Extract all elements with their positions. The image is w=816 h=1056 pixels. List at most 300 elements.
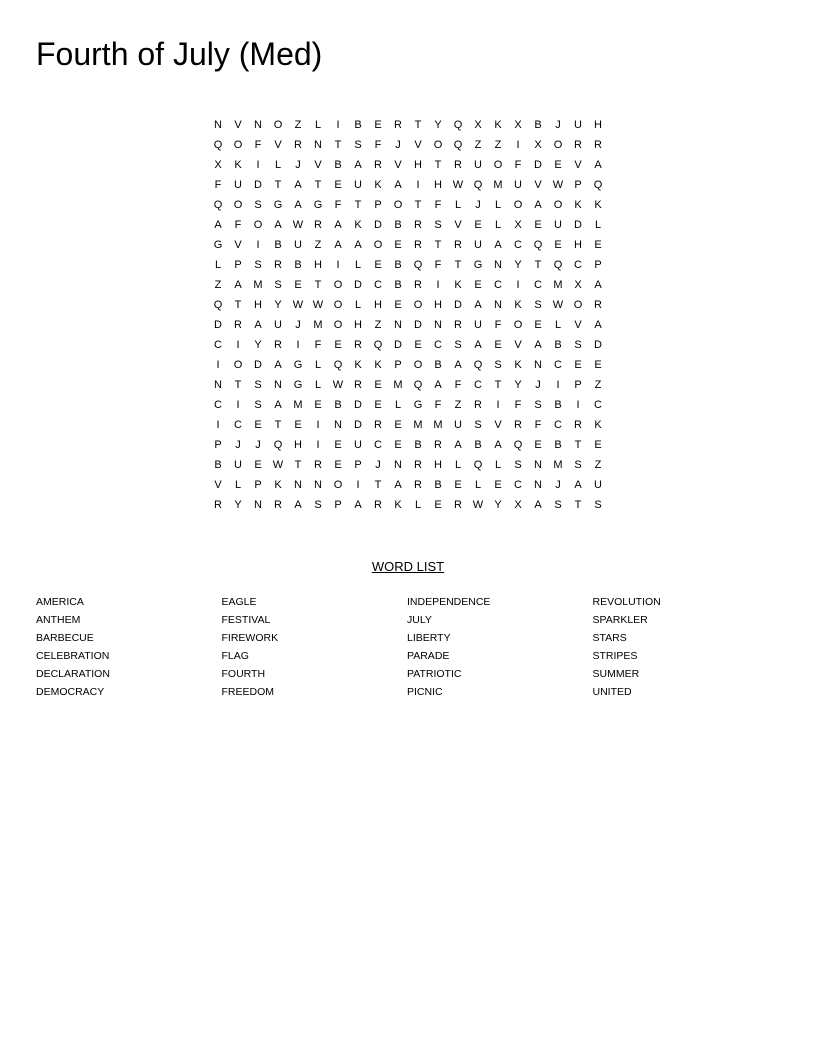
grid-letter: Q xyxy=(453,119,463,131)
grid-letter: N xyxy=(214,379,222,391)
grid-letter: J xyxy=(555,479,561,491)
grid-letter: I xyxy=(256,239,260,251)
grid-letter: M xyxy=(553,459,563,471)
grid-letter: R xyxy=(474,399,482,411)
word-list-item: UNITED xyxy=(592,686,632,698)
grid-letter: I xyxy=(236,339,240,351)
grid-letter: A xyxy=(574,479,582,491)
grid-letter: A xyxy=(354,159,362,171)
grid-letter: T xyxy=(234,299,242,311)
grid-letter: D xyxy=(254,359,262,371)
grid-letter: C xyxy=(554,359,562,371)
grid-letter: I xyxy=(316,419,320,431)
grid-letter: B xyxy=(554,439,562,451)
grid-letter: Z xyxy=(594,379,602,391)
grid-letter: C xyxy=(514,239,522,251)
grid-letter: B xyxy=(434,479,442,491)
grid-letter: S xyxy=(454,339,462,351)
grid-letter: X xyxy=(214,159,222,171)
grid-letter: T xyxy=(374,479,382,491)
grid-letter: Q xyxy=(473,459,483,471)
grid-letter: A xyxy=(294,179,302,191)
word-list-item: EAGLE xyxy=(221,596,257,608)
grid-letter: R xyxy=(414,279,422,291)
grid-letter: Q xyxy=(453,139,463,151)
grid-letter: Q xyxy=(413,259,423,271)
grid-letter: T xyxy=(294,459,302,471)
grid-letter: S xyxy=(254,259,262,271)
grid-row xyxy=(208,315,608,335)
grid-letter: S xyxy=(434,219,442,231)
grid-letter: M xyxy=(393,379,403,391)
grid-letter: R xyxy=(294,139,302,151)
grid-letter: Z xyxy=(294,119,302,131)
word-list-item: FREEDOM xyxy=(221,686,274,698)
word-list-item: REVOLUTION xyxy=(592,596,661,608)
grid-letter: B xyxy=(334,159,342,171)
grid-letter: A xyxy=(474,299,482,311)
grid-letter: L xyxy=(414,499,422,511)
grid-letter: I xyxy=(216,359,220,371)
grid-letter: C xyxy=(474,379,482,391)
grid-letter: E xyxy=(574,359,582,371)
grid-letter: N xyxy=(274,379,282,391)
word-list-item: STRIPES xyxy=(592,650,638,662)
grid-letter: N xyxy=(494,299,502,311)
grid-letter: D xyxy=(394,339,402,351)
grid-letter: G xyxy=(273,199,283,211)
word-list-item: STARS xyxy=(592,632,627,644)
grid-letter: V xyxy=(534,179,542,191)
grid-letter: U xyxy=(454,419,462,431)
grid-letter: R xyxy=(354,379,362,391)
grid-letter: S xyxy=(574,459,582,471)
grid-letter: S xyxy=(534,299,542,311)
grid-letter: A xyxy=(354,499,362,511)
grid-letter: S xyxy=(494,359,502,371)
grid-letter: M xyxy=(253,279,263,291)
grid-letter: E xyxy=(334,459,342,471)
grid-letter: O xyxy=(373,239,383,251)
grid-letter: Y xyxy=(514,259,522,271)
grid-letter: N xyxy=(314,139,322,151)
word-list-item: DEMOCRACY xyxy=(36,686,105,698)
grid-letter: R xyxy=(314,219,322,231)
grid-letter: W xyxy=(272,459,284,471)
grid-letter: Z xyxy=(594,459,602,471)
grid-letter: L xyxy=(234,479,242,491)
grid-letter: A xyxy=(274,219,282,231)
grid-letter: S xyxy=(254,399,262,411)
grid-letter: Z xyxy=(454,399,462,411)
grid-letter: K xyxy=(394,499,402,511)
grid-letter: G xyxy=(213,239,223,251)
grid-letter: E xyxy=(394,419,402,431)
grid-letter: C xyxy=(234,419,242,431)
grid-letter: A xyxy=(234,279,242,291)
grid-letter: S xyxy=(254,199,262,211)
grid-row xyxy=(208,295,608,315)
grid-letter: O xyxy=(273,119,283,131)
grid-letter: X xyxy=(514,219,522,231)
grid-letter: L xyxy=(274,159,282,171)
grid-letter: R xyxy=(574,419,582,431)
grid-letter: T xyxy=(274,179,282,191)
grid-letter: O xyxy=(553,199,563,211)
grid-row xyxy=(208,415,608,435)
grid-row xyxy=(208,155,608,175)
grid-letter: L xyxy=(494,199,502,211)
grid-letter: Q xyxy=(533,239,543,251)
grid-letter: L xyxy=(354,259,362,271)
grid-letter: H xyxy=(434,299,442,311)
grid-letter: S xyxy=(274,279,282,291)
grid-letter: U xyxy=(294,239,302,251)
grid-letter: O xyxy=(233,199,243,211)
grid-letter: Q xyxy=(473,359,483,371)
grid-letter: L xyxy=(314,379,322,391)
word-list-column xyxy=(407,593,593,701)
grid-letter: A xyxy=(354,239,362,251)
grid-letter: T xyxy=(574,439,582,451)
grid-letter: F xyxy=(494,319,502,331)
grid-letter: Y xyxy=(234,499,242,511)
grid-letter: V xyxy=(234,239,242,251)
grid-letter: C xyxy=(494,279,502,291)
word-list-item: FLAG xyxy=(221,650,249,662)
grid-letter: N xyxy=(334,419,342,431)
grid-letter: L xyxy=(314,119,322,131)
grid-letter: R xyxy=(594,139,602,151)
grid-letter: D xyxy=(214,319,222,331)
grid-letter: E xyxy=(474,219,482,231)
grid-letter: I xyxy=(336,259,340,271)
grid-letter: E xyxy=(334,179,342,191)
grid-letter: F xyxy=(214,179,222,191)
grid-letter: C xyxy=(574,259,582,271)
grid-letter: T xyxy=(234,379,242,391)
grid-letter: N xyxy=(534,479,542,491)
grid-letter: B xyxy=(334,399,342,411)
grid-letter: N xyxy=(534,459,542,471)
grid-letter: P xyxy=(254,479,262,491)
grid-letter: Z xyxy=(374,319,382,331)
grid-letter: R xyxy=(594,299,602,311)
grid-letter: A xyxy=(594,159,602,171)
grid-letter: E xyxy=(414,339,422,351)
grid-letter: A xyxy=(334,239,342,251)
grid-letter: A xyxy=(534,499,542,511)
grid-row xyxy=(208,395,608,415)
grid-letter: U xyxy=(354,179,362,191)
word-list-item: AMERICA xyxy=(36,596,84,608)
grid-letter: K xyxy=(354,359,362,371)
grid-letter: T xyxy=(314,279,322,291)
grid-letter: E xyxy=(374,119,382,131)
grid-letter: E xyxy=(554,239,562,251)
grid-letter: L xyxy=(494,459,502,471)
word-list-item: FOURTH xyxy=(221,668,266,680)
grid-letter: W xyxy=(312,299,324,311)
grid-letter: T xyxy=(414,119,422,131)
grid-letter: U xyxy=(354,439,362,451)
grid-letter: B xyxy=(214,459,222,471)
grid-row xyxy=(208,475,608,495)
grid-letter: O xyxy=(393,199,403,211)
grid-letter: Q xyxy=(213,139,223,151)
grid-letter: R xyxy=(274,339,282,351)
word-list-item: SUMMER xyxy=(592,668,640,680)
grid-letter: B xyxy=(394,279,402,291)
grid-letter: E xyxy=(494,339,502,351)
grid-letter: A xyxy=(274,359,282,371)
word-list-column xyxy=(36,593,222,701)
grid-letter: H xyxy=(314,259,322,271)
grid-letter: O xyxy=(513,199,523,211)
grid-letter: N xyxy=(214,119,222,131)
grid-letter: L xyxy=(494,219,502,231)
letter-grid xyxy=(208,115,608,515)
grid-letter: E xyxy=(534,219,542,231)
grid-letter: O xyxy=(253,219,263,231)
grid-letter: G xyxy=(473,259,483,271)
grid-letter: S xyxy=(354,139,362,151)
grid-letter: B xyxy=(394,219,402,231)
grid-letter: V xyxy=(274,139,282,151)
grid-letter: X xyxy=(514,119,522,131)
grid-letter: Q xyxy=(513,439,523,451)
grid-letter: P xyxy=(214,439,222,451)
grid-letter: U xyxy=(594,479,602,491)
grid-letter: E xyxy=(294,419,302,431)
grid-letter: R xyxy=(374,419,382,431)
grid-letter: P xyxy=(234,259,242,271)
grid-letter: S xyxy=(594,499,602,511)
word-list-item: PARADE xyxy=(407,650,450,662)
grid-row xyxy=(208,495,608,515)
grid-letter: K xyxy=(514,299,522,311)
grid-letter: Q xyxy=(213,299,223,311)
grid-letter: O xyxy=(233,139,243,151)
word-list-item: INDEPENDENCE xyxy=(407,596,491,608)
grid-letter: G xyxy=(413,399,423,411)
grid-letter: Y xyxy=(434,119,442,131)
word-list-item: FIREWORK xyxy=(221,632,279,644)
grid-letter: E xyxy=(294,279,302,291)
grid-letter: C xyxy=(594,399,602,411)
grid-letter: Q xyxy=(273,439,283,451)
grid-letter: O xyxy=(333,479,343,491)
grid-letter: E xyxy=(534,319,542,331)
word-list-heading: WORD LIST xyxy=(371,559,445,574)
grid-letter: R xyxy=(414,479,422,491)
grid-letter: U xyxy=(574,119,582,131)
grid-letter: L xyxy=(594,219,602,231)
grid-letter: V xyxy=(494,419,502,431)
grid-letter: F xyxy=(434,259,442,271)
grid-letter: J xyxy=(295,159,301,171)
grid-letter: J xyxy=(395,139,401,151)
grid-letter: G xyxy=(293,359,303,371)
grid-letter: Q xyxy=(213,199,223,211)
grid-letter: R xyxy=(454,159,462,171)
grid-letter: I xyxy=(516,279,520,291)
grid-letter: L xyxy=(314,359,322,371)
grid-letter: E xyxy=(494,479,502,491)
grid-letter: H xyxy=(574,239,582,251)
grid-letter: R xyxy=(274,259,282,271)
grid-letter: E xyxy=(254,419,262,431)
grid-letter: T xyxy=(354,199,362,211)
grid-letter: H xyxy=(354,319,362,331)
grid-letter: A xyxy=(494,239,502,251)
grid-letter: X xyxy=(514,499,522,511)
grid-letter: R xyxy=(374,159,382,171)
grid-letter: F xyxy=(434,399,442,411)
grid-letter: D xyxy=(534,159,542,171)
grid-letter: H xyxy=(434,459,442,471)
grid-letter: R xyxy=(414,219,422,231)
grid-letter: K xyxy=(234,159,242,171)
grid-row xyxy=(208,135,608,155)
grid-letter: K xyxy=(594,199,602,211)
grid-letter: T xyxy=(454,259,462,271)
grid-letter: B xyxy=(474,439,482,451)
grid-letter: Z xyxy=(314,239,322,251)
grid-letter: X xyxy=(474,119,482,131)
grid-letter: T xyxy=(434,159,442,171)
grid-letter: C xyxy=(374,279,382,291)
grid-letter: A xyxy=(214,219,222,231)
grid-letter: R xyxy=(574,139,582,151)
grid-letter: U xyxy=(514,179,522,191)
grid-letter: N xyxy=(294,479,302,491)
grid-letter: D xyxy=(574,219,582,231)
grid-letter: N xyxy=(314,479,322,491)
grid-letter: Q xyxy=(473,179,483,191)
grid-letter: A xyxy=(254,319,262,331)
grid-letter: F xyxy=(454,379,462,391)
grid-letter: E xyxy=(374,379,382,391)
grid-letter: X xyxy=(574,279,582,291)
grid-letter: P xyxy=(574,379,582,391)
grid-letter: R xyxy=(274,499,282,511)
grid-letter: E xyxy=(334,339,342,351)
grid-letter: W xyxy=(472,499,484,511)
grid-row xyxy=(208,175,608,195)
grid-letter: U xyxy=(474,239,482,251)
grid-letter: E xyxy=(594,439,602,451)
grid-letter: C xyxy=(434,339,442,351)
word-list-item: PATRIOTIC xyxy=(407,668,462,680)
grid-letter: O xyxy=(413,299,423,311)
grid-letter: N xyxy=(534,359,542,371)
grid-letter: T xyxy=(494,379,502,391)
grid-letter: R xyxy=(234,319,242,331)
grid-letter: N xyxy=(434,319,442,331)
grid-letter: D xyxy=(454,299,462,311)
grid-letter: E xyxy=(474,279,482,291)
grid-letter: I xyxy=(356,479,360,491)
grid-letter: I xyxy=(516,139,520,151)
grid-letter: O xyxy=(433,139,443,151)
grid-letter: M xyxy=(413,419,423,431)
grid-letter: O xyxy=(333,299,343,311)
grid-letter: R xyxy=(394,119,402,131)
grid-letter: L xyxy=(454,199,462,211)
grid-letter: I xyxy=(256,159,260,171)
grid-letter: M xyxy=(313,319,323,331)
grid-letter: P xyxy=(374,199,382,211)
grid-letter: N xyxy=(254,119,262,131)
grid-letter: T xyxy=(274,419,282,431)
grid-letter: I xyxy=(336,119,340,131)
grid-letter: F xyxy=(434,199,442,211)
grid-letter: D xyxy=(354,279,362,291)
grid-letter: U xyxy=(554,219,562,231)
grid-letter: C xyxy=(514,479,522,491)
grid-letter: K xyxy=(514,359,522,371)
grid-letter: H xyxy=(294,439,302,451)
grid-letter: C xyxy=(534,279,542,291)
grid-letter: I xyxy=(576,399,580,411)
grid-letter: F xyxy=(234,219,242,231)
grid-letter: E xyxy=(594,239,602,251)
grid-letter: U xyxy=(474,319,482,331)
grid-letter: K xyxy=(574,199,582,211)
grid-letter: N xyxy=(394,319,402,331)
grid-letter: Q xyxy=(593,179,603,191)
grid-letter: A xyxy=(474,339,482,351)
grid-letter: N xyxy=(254,499,262,511)
grid-letter: G xyxy=(313,199,323,211)
grid-letter: T xyxy=(434,239,442,251)
grid-letter: S xyxy=(574,339,582,351)
grid-letter: R xyxy=(414,239,422,251)
grid-letter: M xyxy=(553,279,563,291)
grid-letter: K xyxy=(374,359,382,371)
word-list-item: SPARKLER xyxy=(592,614,648,626)
grid-letter: U xyxy=(234,459,242,471)
grid-row xyxy=(208,275,608,295)
grid-letter: J xyxy=(255,439,261,451)
grid-letter: R xyxy=(454,499,462,511)
grid-letter: K xyxy=(354,219,362,231)
grid-letter: A xyxy=(454,439,462,451)
grid-letter: S xyxy=(554,499,562,511)
grid-letter: B xyxy=(434,359,442,371)
grid-letter: I xyxy=(416,179,420,191)
grid-letter: Q xyxy=(333,359,343,371)
grid-letter: A xyxy=(454,359,462,371)
grid-letter: B xyxy=(534,119,542,131)
grid-letter: E xyxy=(374,399,382,411)
grid-letter: M xyxy=(293,399,303,411)
grid-letter: D xyxy=(254,179,262,191)
word-list-item: PICNIC xyxy=(407,686,443,698)
word-list-item: CELEBRATION xyxy=(36,650,110,662)
grid-letter: E xyxy=(334,439,342,451)
grid-letter: A xyxy=(274,399,282,411)
grid-letter: K xyxy=(454,279,462,291)
grid-letter: W xyxy=(332,379,344,391)
grid-letter: B xyxy=(354,119,362,131)
grid-letter: E xyxy=(554,159,562,171)
grid-letter: O xyxy=(413,359,423,371)
grid-letter: I xyxy=(556,379,560,391)
grid-letter: E xyxy=(594,359,602,371)
grid-letter: G xyxy=(293,379,303,391)
